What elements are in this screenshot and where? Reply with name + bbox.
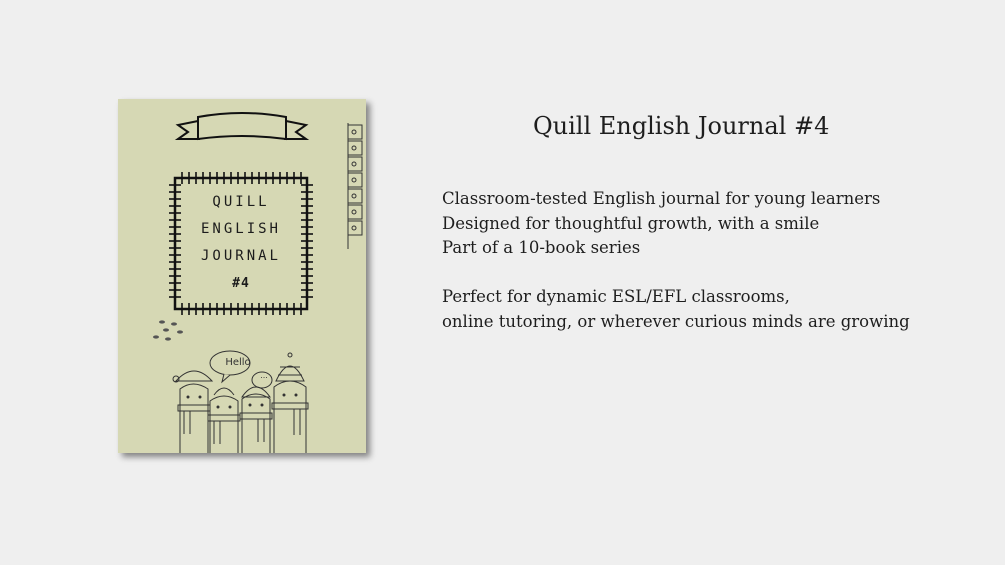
cover-title xyxy=(173,189,309,297)
description-line: online tutoring, or wherever curious minds are growing xyxy=(442,311,910,331)
description-line: Designed for thoughtful growth, with a smile xyxy=(442,213,820,233)
cover-title-line: JOURNAL xyxy=(200,248,281,264)
cover-title-line: QUILL xyxy=(212,194,270,210)
banner-icon xyxy=(178,113,306,139)
description-line: Part of a 10-book series xyxy=(442,238,641,257)
footprints-icon xyxy=(153,320,183,340)
description-line: Perfect for dynamic ESL/EFL classrooms, xyxy=(442,287,790,306)
description-line: Classroom-tested English journal for young learners xyxy=(442,189,881,208)
flag-strip-icon xyxy=(348,123,362,249)
product-description xyxy=(442,187,910,334)
description-spacer xyxy=(442,261,910,286)
cover-title-line: ENGLISH xyxy=(200,221,281,237)
thought-bubble-text: ... xyxy=(260,371,268,380)
speech-bubble-text: Hello xyxy=(225,357,251,368)
cover-title-number: #4 xyxy=(232,276,250,291)
product-title: Quill English Journal #4 xyxy=(533,112,830,140)
book-cover xyxy=(118,99,366,453)
